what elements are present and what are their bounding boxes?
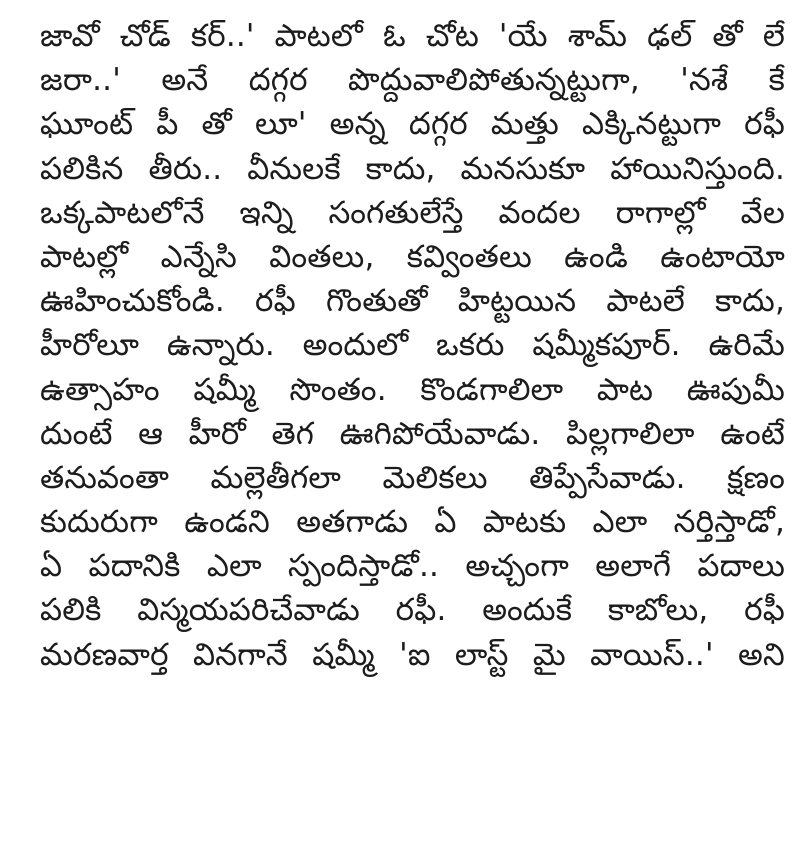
article-line: ఉత్సాహం షమ్మీ సొంతం. కొండగాలిలా పాట ఊపుమీ [40,371,785,408]
article-line: ఊహించుకోండి. రఫీ గొంతుతో హిట్టయిన పాటలే కాదు, [40,283,785,320]
article-line: జావో చోడ్ కర్..' పాటలో ఓ చోట 'యే శామ్ ఢల్ తో లే [40,18,785,54]
article-line: పాటల్లో ఎన్నేసి వింతలు, కవ్వింతలు ఉండి ఉంటాయో [40,238,785,275]
article-line: పలికిన తీరు.. వీనులకే కాదు, మనసుకూ హాయినిస్తుంది. [40,150,785,187]
article-line: తనువంతా మల్లెతీగలా మెలికలు తిప్పేసేవాడు. క్షణం [40,459,785,496]
article-line: కుదురుగా ఉండని అతగాడు ఏ పాటకు ఎలా నర్తిస్తాడో, [40,504,785,541]
article-line: హీరోలూ ఉన్నారు. అందులో ఒకరు షమ్మీకపూర్. ఉరిమే [40,327,785,364]
article-line: ఒక్కపాటలోనే ఇన్ని సంగతులేస్తే వందల రాగాల్లో వేల [40,194,785,231]
article-body [40,14,785,677]
article-line: మరణవార్త వినగానే షమ్మీ 'ఐ లాస్ట్ మై వాయిస్..' అని [40,636,785,673]
article-line: జరా..' అనే దగ్గర పొద్దువాలిపోతున్నట్టుగా, 'నశే కే [40,62,785,99]
article-line: పలికి విస్మయపరిచేవాడు రఫీ. అందుకే కాబోలు, రఫీ [40,592,785,629]
article-line: ఘూంట్ పీ తో లూ' అన్న దగ్గర మత్తు ఎక్కినట్టుగా రఫీ [40,106,785,143]
article-line: దుంటే ఆ హీరో తెగ ఊగిపోయేవాడు. పిల్లగాలిలా ఉంటే [40,415,785,452]
article-line: ఏ పదానికి ఎలా స్పందిస్తాడో.. అచ్చంగా అలాగే పదాలు [40,548,785,585]
